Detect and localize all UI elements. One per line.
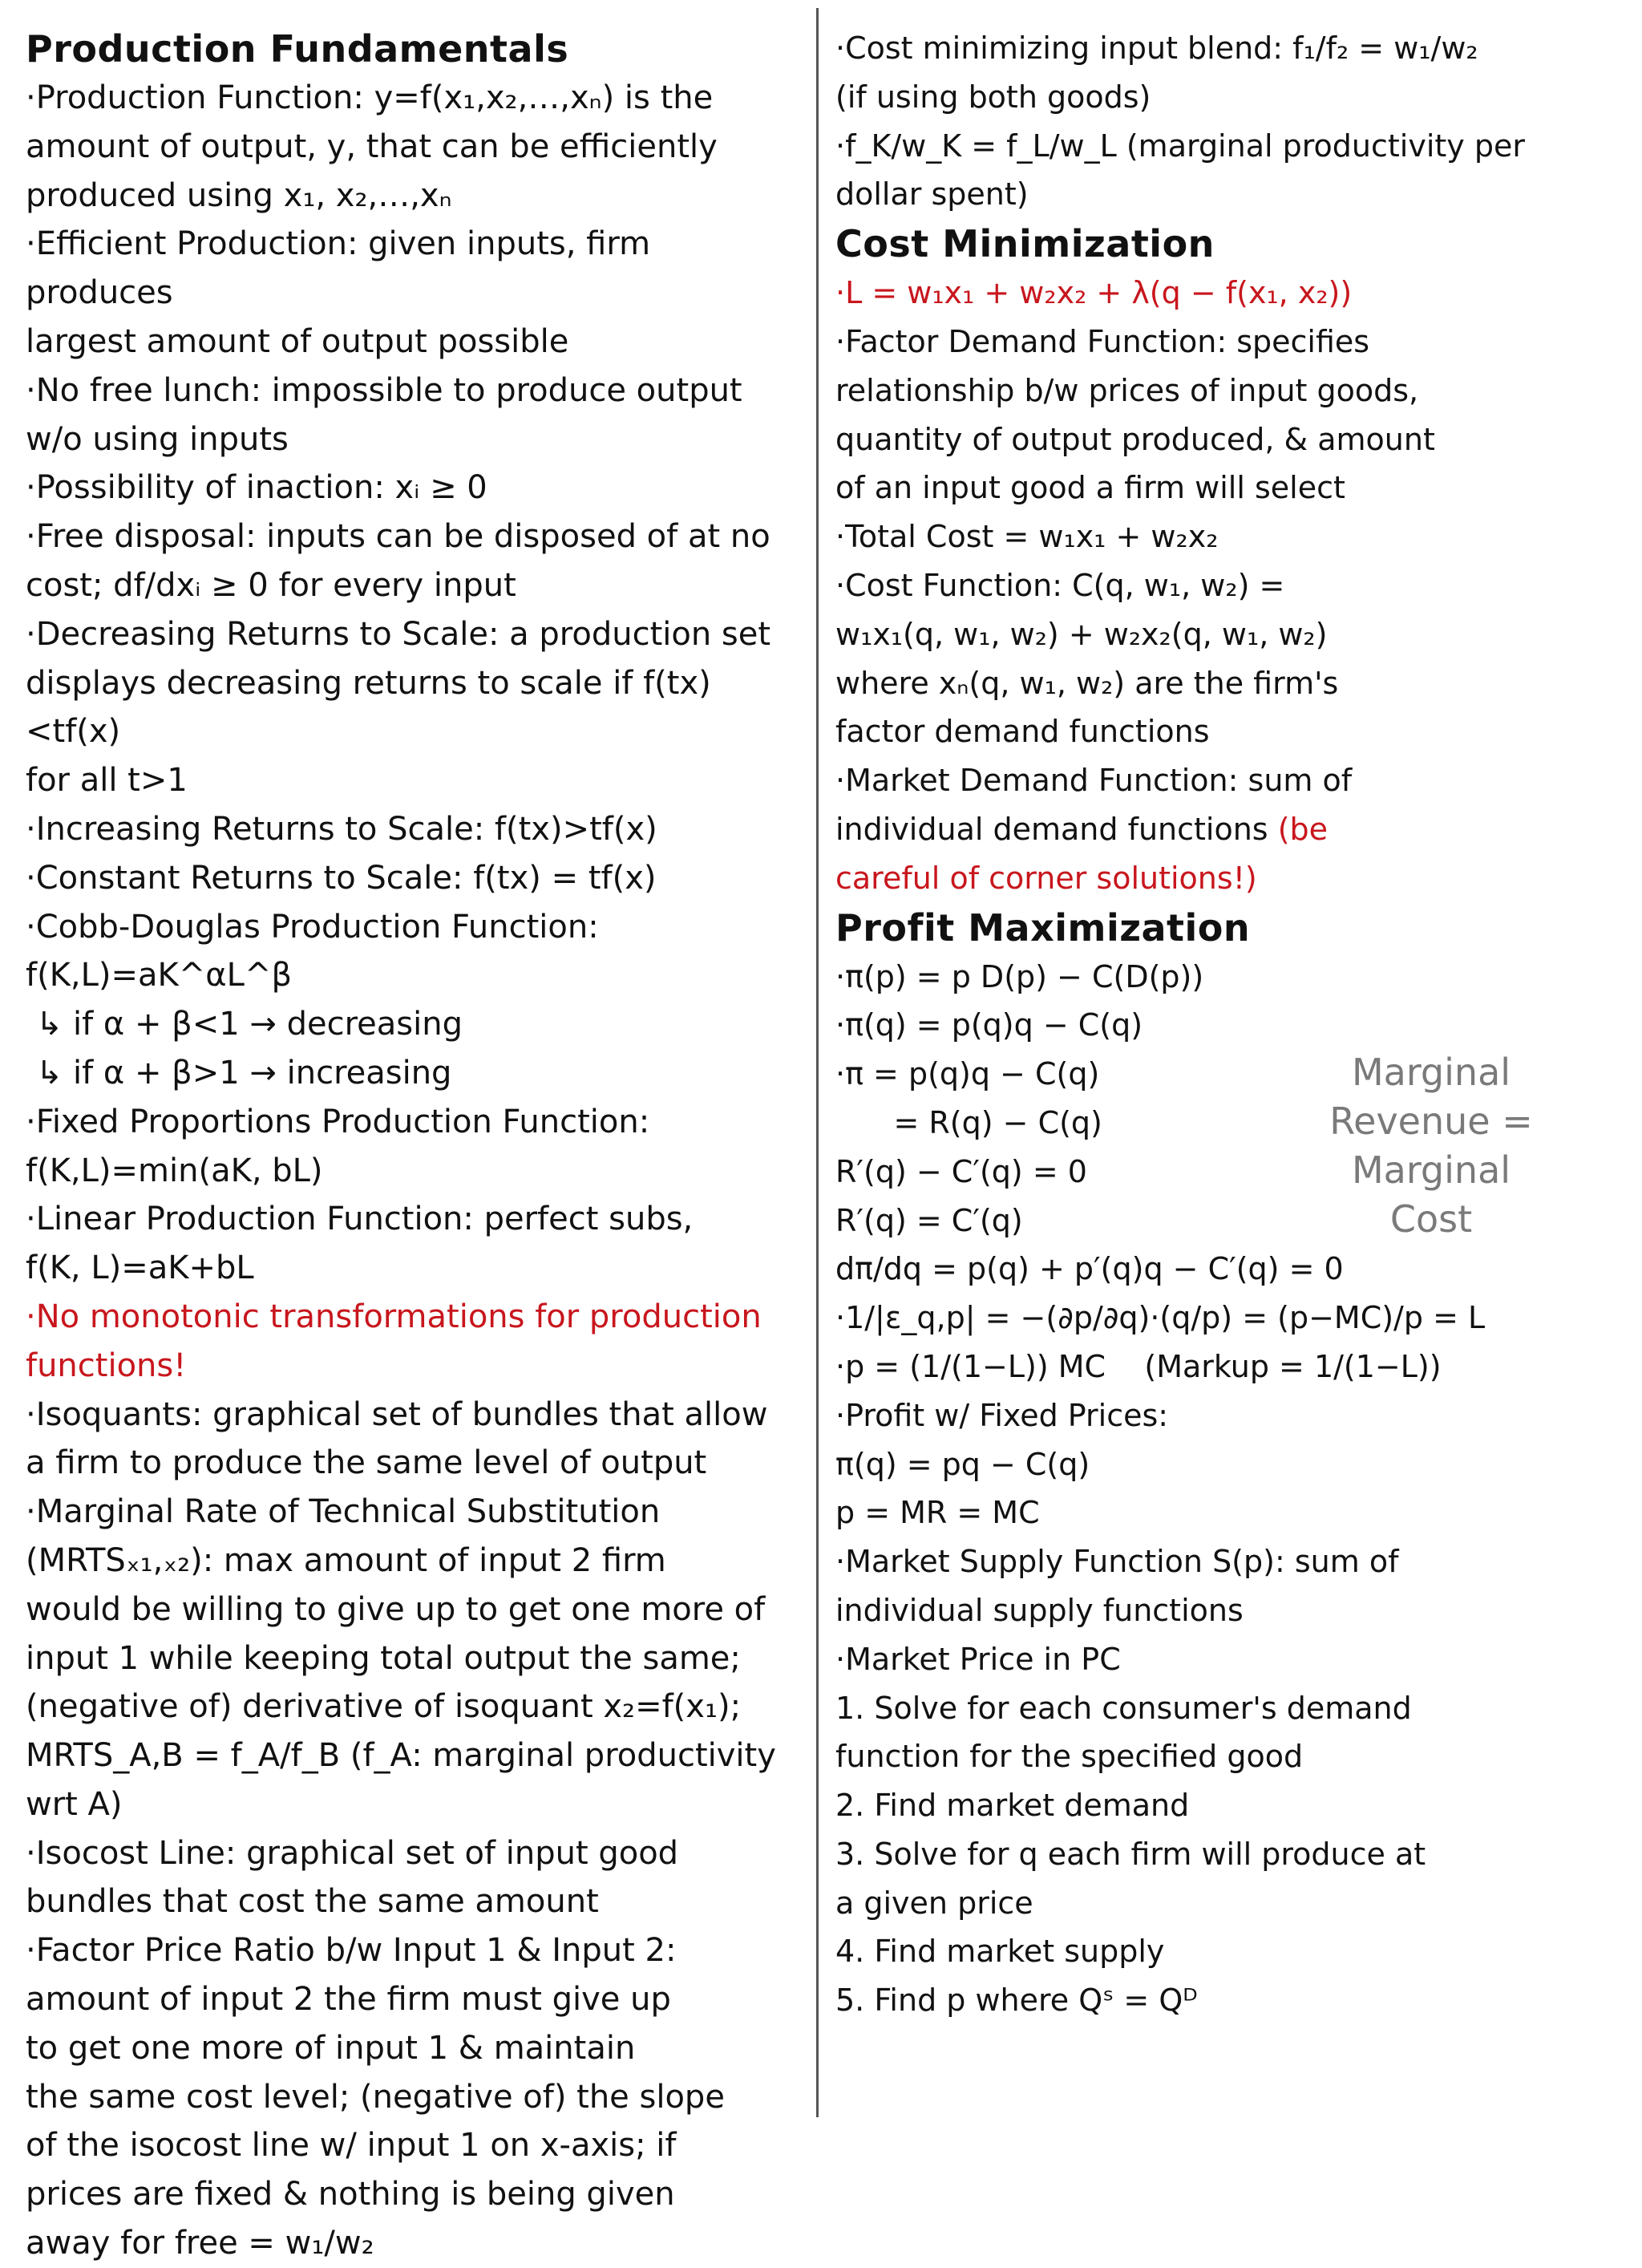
left-note-line: ·Production Function: y=f(x₁,x₂,…,xₙ) is the [26, 79, 714, 116]
cost-blend-line: ·f_K/w_K = f_L/w_L (marginal productivity per [835, 128, 1525, 164]
profit-max-line: 4. Find market supply [835, 1934, 1165, 1970]
cost-min-line: relationship b/w prices of input goods, [835, 372, 1419, 408]
left-note-line: ·Increasing Returns to Scale: f(tx)>tf(x) [26, 810, 657, 848]
left-note-line: w/o using inputs [26, 420, 289, 458]
left-note-line: for all t>1 [26, 762, 188, 800]
profit-max-line: ·1/|ε_q,p| = −(∂p/∂q)·(q/p) = (p−MC)/p = L [835, 1300, 1486, 1336]
left-note-line: (negative of) derivative of isoquant x₂=f(x₁); [26, 1688, 742, 1726]
left-note-line: would be willing to give up to get one more of [26, 1590, 766, 1628]
left-note-line: ·Constant Returns to Scale: f(tx) = tf(x) [26, 859, 657, 897]
cost-min-line: ·Factor Demand Function: specifies [835, 323, 1370, 359]
left-note-line: ·Factor Price Ratio b/w Input 1 & Input 2: [26, 1932, 677, 1970]
left-note-line: amount of output, y, that can be efficiently [26, 128, 718, 165]
left-note-line: ·Cobb-Douglas Production Function: f(K,L)=aK^αL^β [26, 908, 609, 994]
left-note-line: ·Free disposal: inputs can be disposed of at no [26, 518, 770, 556]
cost-min-line: ·Total Cost = w₁x₁ + w₂x₂ [835, 519, 1219, 555]
left-note-line: largest amount of output possible [26, 322, 569, 360]
profit-max-line: R′(q) − C′(q) = 0 [835, 1153, 1087, 1189]
left-note-line: f(K, L)=aK+bL [26, 1249, 254, 1287]
cost-min-line: ·Cost Function: C(q, w₁, w₂) = [835, 567, 1285, 603]
left-note-line: ↳ if α + β<1 → decreasing [26, 1006, 463, 1043]
cost-blend-line: ·Cost minimizing input blend: f₁/f₂ = w₁/w₂ [835, 30, 1478, 66]
left-note-line: away for free = w₁/w₂ [26, 2225, 374, 2262]
column-divider [816, 8, 819, 2117]
cost-min-line: where xₙ(q, w₁, w₂) are the firm's [835, 665, 1339, 701]
left-note-line: a firm to produce the same level of output [26, 1444, 707, 1482]
profit-max-line: 5. Find p where Qˢ = Qᴰ [835, 1982, 1198, 2019]
left-note-line: to get one more of input 1 & maintain [26, 2029, 636, 2067]
left-note-line: ·No monotonic transformations for production [26, 1298, 762, 1335]
left-note-line: displays decreasing returns to scale if f(tx)<tf(x) [26, 664, 711, 751]
cost-min-line: ·L = w₁x₁ + w₂x₂ + λ(q − f(x₁, x₂)) [835, 275, 1353, 311]
right-column [835, 24, 1621, 2025]
cost-minimization-heading: Cost Minimization [835, 222, 1215, 266]
profit-max-line: ·π(q) = p(q)q − C(q) [835, 1007, 1143, 1043]
left-note-line: the same cost level; (negative of) the slope [26, 2078, 725, 2116]
left-note-line: (MRTSₓ₁,ₓ₂): max amount of input 2 firm [26, 1541, 666, 1579]
left-lines [26, 74, 803, 2268]
left-note-line: MRTS_A,B = f_A/f_B (f_A: marginal productivity wrt A) [26, 1737, 787, 1823]
side-note-word: Cost [1389, 1197, 1473, 1241]
left-note-line: ·Marginal Rate of Technical Substitution [26, 1493, 661, 1531]
left-note-line: functions! [26, 1347, 187, 1384]
cost-blend-line: (if using both goods) [835, 79, 1151, 115]
profit-max-line: ·Profit w/ Fixed Prices: [835, 1397, 1169, 1433]
profit-max-line: π(q) = pq − C(q) [835, 1446, 1090, 1482]
left-note-line: amount of input 2 the firm must give up [26, 1981, 671, 2019]
cost-min-line: of an input good a firm will select [835, 470, 1345, 506]
cost-min-line: careful of corner solutions!) [835, 860, 1257, 896]
side-note-word: Marginal [1351, 1148, 1511, 1192]
cost-min-line: quantity of output produced, & amount [835, 421, 1435, 457]
profit-max-line: function for the specified good [835, 1739, 1304, 1775]
profit-max-line: R′(q) = C′(q) [835, 1202, 1023, 1238]
left-note-line: ·Isoquants: graphical set of bundles that allow [26, 1395, 768, 1433]
left-note-line: ·Efficient Production: given inputs, firm produces [26, 225, 661, 312]
left-note-line: f(K,L)=min(aK, bL) [26, 1152, 323, 1189]
profit-maximization-heading: Profit Maximization [835, 905, 1251, 950]
profit-max-line: p = MR = MC [835, 1495, 1040, 1531]
side-note-word: Revenue = [1329, 1100, 1533, 1143]
profit-max-line: ·Market Supply Function S(p): sum of [835, 1544, 1399, 1580]
profit-max-line: 1. Solve for each consumer's demand [835, 1690, 1412, 1726]
cost-min-line: w₁x₁(q, w₁, w₂) + w₂x₂(q, w₁, w₂) [835, 616, 1328, 652]
left-note-line: ·No free lunch: impossible to produce output [26, 371, 742, 409]
profit-max-line: ·p = (1/(1−L)) MC (Markup = 1/(1−L)) [835, 1348, 1442, 1384]
profit-max-line: 3. Solve for q each firm will produce at [835, 1836, 1426, 1872]
profit-max-line: individual supply functions [835, 1592, 1244, 1628]
left-note-line: input 1 while keeping total output the same; [26, 1639, 741, 1677]
left-note-line: ·Isocost Line: graphical set of input good [26, 1834, 679, 1872]
profit-max-line: dπ/dq = p(q) + p′(q)q − C′(q) = 0 [835, 1251, 1344, 1287]
profit-max-line: ·Market Price in PC [835, 1641, 1121, 1677]
profit-max-line: 2. Find market demand [835, 1788, 1190, 1824]
left-note-line: prices are fixed & nothing is being given [26, 2176, 675, 2213]
profit-max-line: ·π(p) = p D(p) − C(D(p)) [835, 958, 1204, 994]
left-note-line: of the isocost line w/ input 1 on x-axis; if [26, 2127, 677, 2165]
left-note-line: produced using x₁, x₂,…,xₙ [26, 176, 452, 214]
left-note-line: ·Decreasing Returns to Scale: a production set [26, 615, 771, 653]
left-note-line: ·Possibility of inaction: xᵢ ≥ 0 [26, 469, 487, 507]
cost-min-line: factor demand functions [835, 714, 1210, 750]
left-note-line: ·Fixed Proportions Production Function: [26, 1103, 650, 1140]
left-column [26, 24, 803, 2268]
production-fundamentals-heading: Production Fundamentals [26, 27, 569, 71]
left-note-line: bundles that cost the same amount [26, 1883, 599, 1921]
cost-min-input-blend-lines [835, 24, 1621, 219]
left-note-line: cost; df/dxᵢ ≥ 0 for every input [26, 566, 516, 604]
profit-max-line: a given price [835, 1885, 1033, 1921]
side-note-word: Marginal [1351, 1051, 1511, 1094]
profit-max-line: = R(q) − C(q) [835, 1104, 1102, 1140]
cost-min-line: individual demand functions (be [835, 811, 1329, 847]
cost-min-line: ·Market Demand Function: sum of [835, 763, 1353, 799]
cost-minimization-lines [835, 269, 1621, 902]
marginal-revenue-note [1303, 1048, 1559, 1244]
profit-max-line: ·π = p(q)q − C(q) [835, 1056, 1100, 1092]
cost-blend-line: dollar spent) [835, 176, 1029, 213]
left-note-line: ↳ if α + β>1 → increasing [26, 1054, 452, 1091]
left-note-line: ·Linear Production Function: perfect subs, [26, 1201, 694, 1238]
